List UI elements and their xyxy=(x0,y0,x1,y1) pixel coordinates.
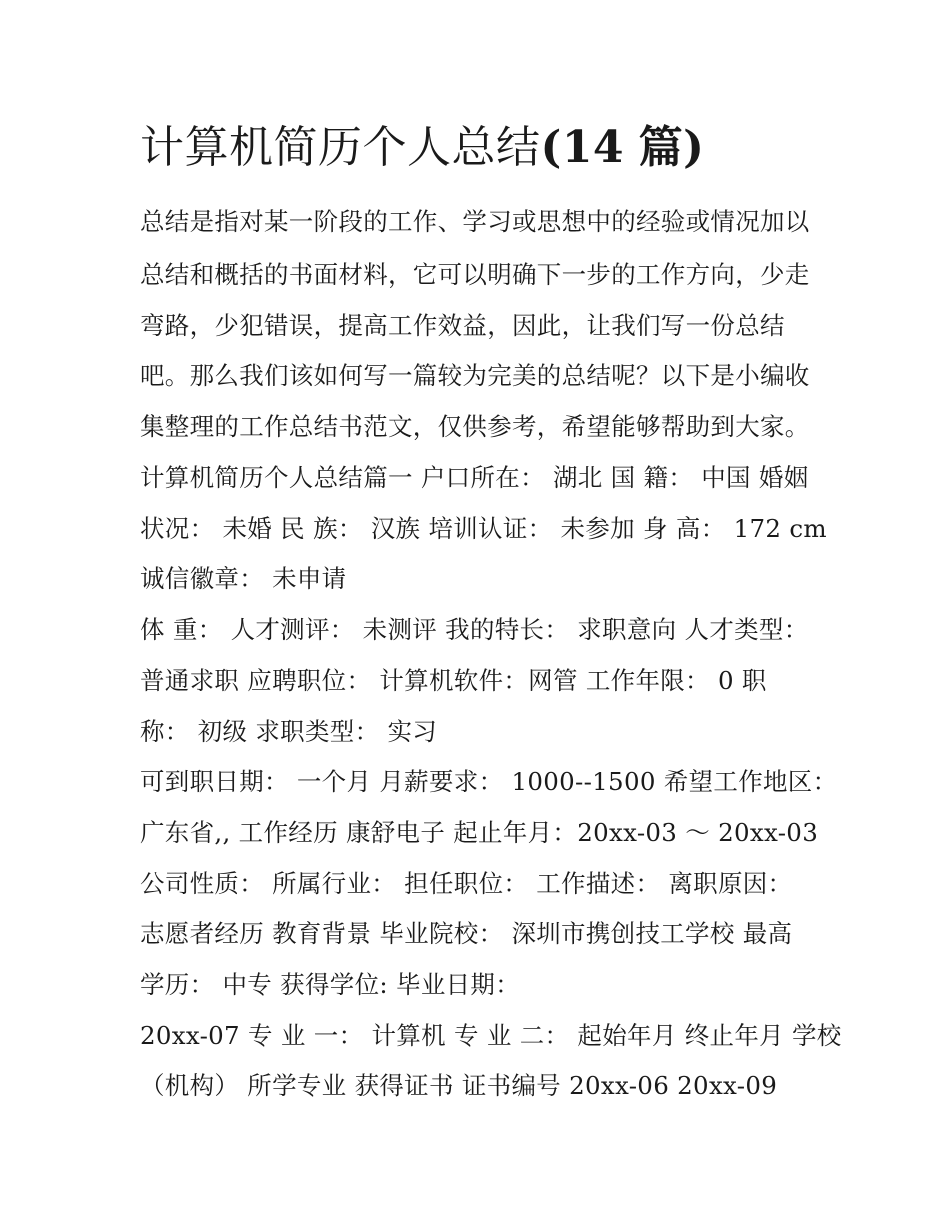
body-line-13: 广东省,, 工作经历 康舒电子 起止年月：20xx-03 ～ 20xx-03 xyxy=(140,818,819,847)
body-line-1: 总结是指对某一阶段的工作、学习或思想中的经验或情况加以 xyxy=(140,207,810,236)
title-count: (14 xyxy=(540,122,625,173)
body-line-15: 志愿者经历 教育背景 毕业院校： 深圳市携创技工学校 最高 xyxy=(140,919,793,948)
document-title xyxy=(140,118,704,178)
body-line-17: 20xx-07 专 业 一： 计算机 专 业 二： 起始年月 终止年月 学校 xyxy=(140,1021,842,1050)
body-line-2: 总结和概括的书面材料，它可以明确下一步的工作方向，少走 xyxy=(140,260,810,289)
body-line-7: 状况： 未婚 民 族： 汉族 培训认证： 未参加 身 高： 172 cm xyxy=(140,514,827,543)
title-main: 计算机简历个人总结 xyxy=(140,122,541,173)
title-close: ) xyxy=(683,122,705,173)
body-line-8: 诚信徽章： 未申请 xyxy=(140,564,347,593)
body-line-5: 集整理的工作总结书范文，仅供参考，希望能够帮助到大家。 xyxy=(140,412,810,441)
body-line-11: 称： 初级 求职类型： 实习 xyxy=(140,717,438,746)
body-line-14: 公司性质： 所属行业： 担任职位： 工作描述： 离职原因： xyxy=(140,869,793,898)
body-line-12: 可到职日期： 一个月 月薪要求： 1000--1500 希望工作地区： xyxy=(140,767,838,796)
body-line-4: 吧。那么我们该如何写一篇较为完美的总结呢？以下是小编收 xyxy=(140,361,810,390)
body-line-6: 计算机简历个人总结篇一 户口所在： 湖北 国 籍： 中国 婚姻 xyxy=(140,463,809,492)
title-unit: 篇 xyxy=(638,122,684,173)
body-line-16: 学历： 中专 获得学位: 毕业日期： xyxy=(140,970,521,999)
body-line-9: 体 重： 人才测评： 未测评 我的特长： 求职意向 人才类型： xyxy=(140,615,809,644)
body-line-10: 普通求职 应聘职位： 计算机软件：网管 工作年限： 0 职 xyxy=(140,666,767,695)
body-line-18: （机构） 所学专业 获得证书 证书编号 20xx-06 20xx-09 xyxy=(140,1071,778,1100)
body-line-3: 弯路，少犯错误，提高工作效益，因此，让我们写一份总结 xyxy=(140,311,785,340)
